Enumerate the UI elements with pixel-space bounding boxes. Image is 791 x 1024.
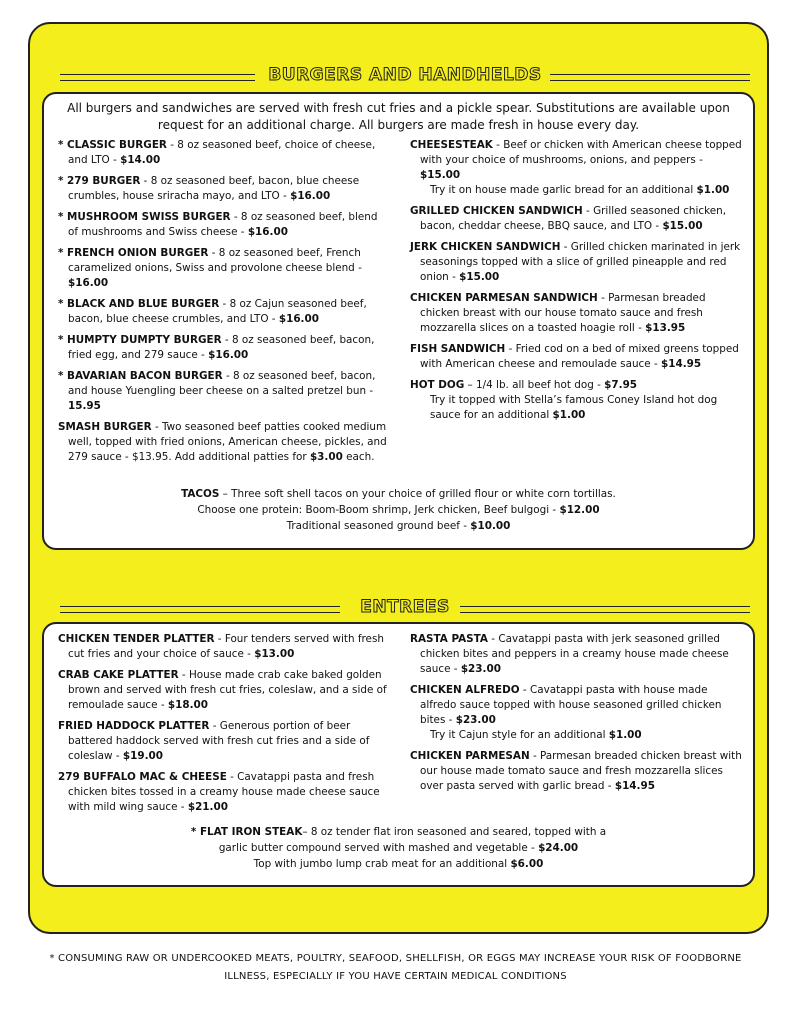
steak-line-3: Top with jumbo lump crab meat for an additional $6.00 — [253, 858, 544, 870]
flat-iron-steak-block — [44, 824, 753, 872]
menu-item: FISH SANDWICH - Fried cod on a bed of mixed greens topped with American cheese and remoulade sauce - $14.95 — [410, 343, 739, 370]
burgers-box — [42, 92, 755, 550]
menu-item: CHICKEN ALFREDO - Cavatappi pasta with house made alfredo sauce topped with house seasoned grilled chicken bites - $23.00 Try it Cajun style for an additional $1.00 — [410, 683, 744, 743]
entrees-left-column — [58, 632, 392, 821]
menu-item: CHEESESTEAK - Beef or chicken with American cheese topped with your choice of mushrooms, onions, and peppers - $15.00 Try it on house made garlic bread for an additional $1.00 — [410, 138, 744, 198]
menu-item: * 279 BURGER - 8 oz seasoned beef, bacon, blue cheese crumbles, house sriracha mayo, and LTO - $16.00 — [58, 175, 360, 202]
menu-item: * MUSHROOM SWISS BURGER - 8 oz seasoned beef, blend of mushrooms and Swiss cheese - $16.00 — [58, 211, 378, 238]
menu-item-addon: Try it topped with Stella’s famous Coney Island hot dog sauce for an additional $1.00 — [430, 394, 718, 421]
entrees-title: ENTREES — [360, 597, 450, 617]
tacos-block — [44, 486, 753, 534]
menu-item: CHICKEN PARMESAN SANDWICH - Parmesan breaded chicken breast with our house tomato sauce and fresh mozzarella slices on a toasted hoagie roll - $13.95 — [410, 292, 706, 334]
menu-item: 279 BUFFALO MAC & CHEESE - Cavatappi pasta and fresh chicken bites tossed in a creamy house made cheese sauce with mild wing sauce - $21.00 — [58, 771, 380, 813]
menu-item: CHICKEN TENDER PLATTER - Four tenders served with fresh cut fries and your choice of sauce - $13.00 — [58, 633, 384, 660]
steak-line-2: garlic butter compound served with mashed and vegetable - $24.00 — [218, 842, 579, 854]
entrees-box — [42, 622, 755, 887]
tacos-line-3: Traditional seasoned ground beef - $10.00 — [286, 520, 511, 532]
burgers-section-header — [60, 65, 750, 88]
menu-item: FRIED HADDOCK PLATTER - Generous portion of beer battered haddock served with fresh cut fries and a side of coleslaw - $19.00 — [58, 720, 370, 762]
menu-item: * BAVARIAN BACON BURGER - 8 oz seasoned beef, bacon, and house Yuengling beer cheese on a salted pretzel bun - 15.95 — [58, 370, 376, 412]
menu-item: HOT DOG – 1/4 lb. all beef hot dog - $7.95 Try it topped with Stella’s famous Coney Island hot dog sauce for an additional $1.00 — [410, 378, 744, 423]
burgers-intro — [54, 100, 743, 134]
food-safety-disclaimer — [20, 950, 771, 986]
burgers-title: BURGERS AND HANDHELDS — [268, 65, 542, 85]
menu-item: JERK CHICKEN SANDWICH - Grilled chicken marinated in jerk seasonings topped with a slice of grilled pineapple and red onion - $15.00 — [410, 241, 741, 283]
burgers-right-column — [410, 138, 744, 429]
menu-item-addon: Try it on house made garlic bread for an additional $1.00 — [430, 184, 730, 196]
menu-item: * CLASSIC BURGER - 8 oz seasoned beef, choice of cheese, and LTO - $14.00 — [58, 139, 376, 166]
burgers-left-column — [58, 138, 388, 471]
entrees-right-column — [410, 632, 744, 800]
menu-item: * HUMPTY DUMPTY BURGER - 8 oz seasoned beef, bacon, fried egg, and 279 sauce - $16.00 — [58, 334, 375, 361]
menu-item: CRAB CAKE PLATTER - House made crab cake baked golden brown and served with fresh cut fries, coleslaw, and a side of remoulade sauce - $18.00 — [58, 669, 387, 711]
menu-item-addon: Try it Cajun style for an additional $1.00 — [430, 729, 642, 741]
disclaimer-line-1: * CONSUMING RAW OR UNDERCOOKED MEATS, POULTRY, SEAFOOD, SHELLFISH, OR EGGS MAY INCREASE YOUR RISK OF FOODBORNE — [49, 953, 742, 964]
menu-item: * FRENCH ONION BURGER - 8 oz seasoned beef, French caramelized onions, Swiss and provolone cheese blend - $16.00 — [58, 247, 362, 289]
menu-item: CHICKEN PARMESAN - Parmesan breaded chicken breast with our house made tomato sauce and fresh mozzarella slices over pasta served with garlic bread - $14.95 — [410, 750, 742, 792]
entrees-section-header — [60, 597, 750, 620]
menu-item: GRILLED CHICKEN SANDWICH - Grilled seasoned chicken, bacon, cheddar cheese, BBQ sauce, and LTO - $15.00 — [410, 205, 727, 232]
intro-line-2: request for an additional charge. All burgers are made fresh in house every day. — [157, 118, 640, 132]
menu-item: RASTA PASTA - Cavatappi pasta with jerk seasoned grilled chicken bites and peppers in a creamy house made cheese sauce - $23.00 — [410, 633, 729, 675]
menu-item: SMASH BURGER - Two seasoned beef patties cooked medium well, topped with fried onions, American cheese, pickles, and 279 sauce - $13.95. Add additional patties for $3.00 each. — [58, 421, 387, 463]
tacos-line-2: Choose one protein: Boom-Boom shrimp, Jerk chicken, Beef bulgogi - $12.00 — [197, 504, 600, 516]
tacos-line-1: TACOS – Three soft shell tacos on your choice of grilled flour or white corn tortillas. — [181, 488, 616, 500]
steak-line-1: * FLAT IRON STEAK– 8 oz tender flat iron seasoned and seared, topped with a — [190, 826, 607, 838]
menu-item: * BLACK AND BLUE BURGER - 8 oz Cajun seasoned beef, bacon, blue cheese crumbles, and LTO - $16.00 — [58, 298, 367, 325]
intro-line-1: All burgers and sandwiches are served with fresh cut fries and a pickle spear. Substitutions are available upon — [67, 101, 730, 115]
disclaimer-line-2: ILLNESS, ESPECIALLY IF YOU HAVE CERTAIN MEDICAL CONDITIONS — [224, 971, 567, 982]
